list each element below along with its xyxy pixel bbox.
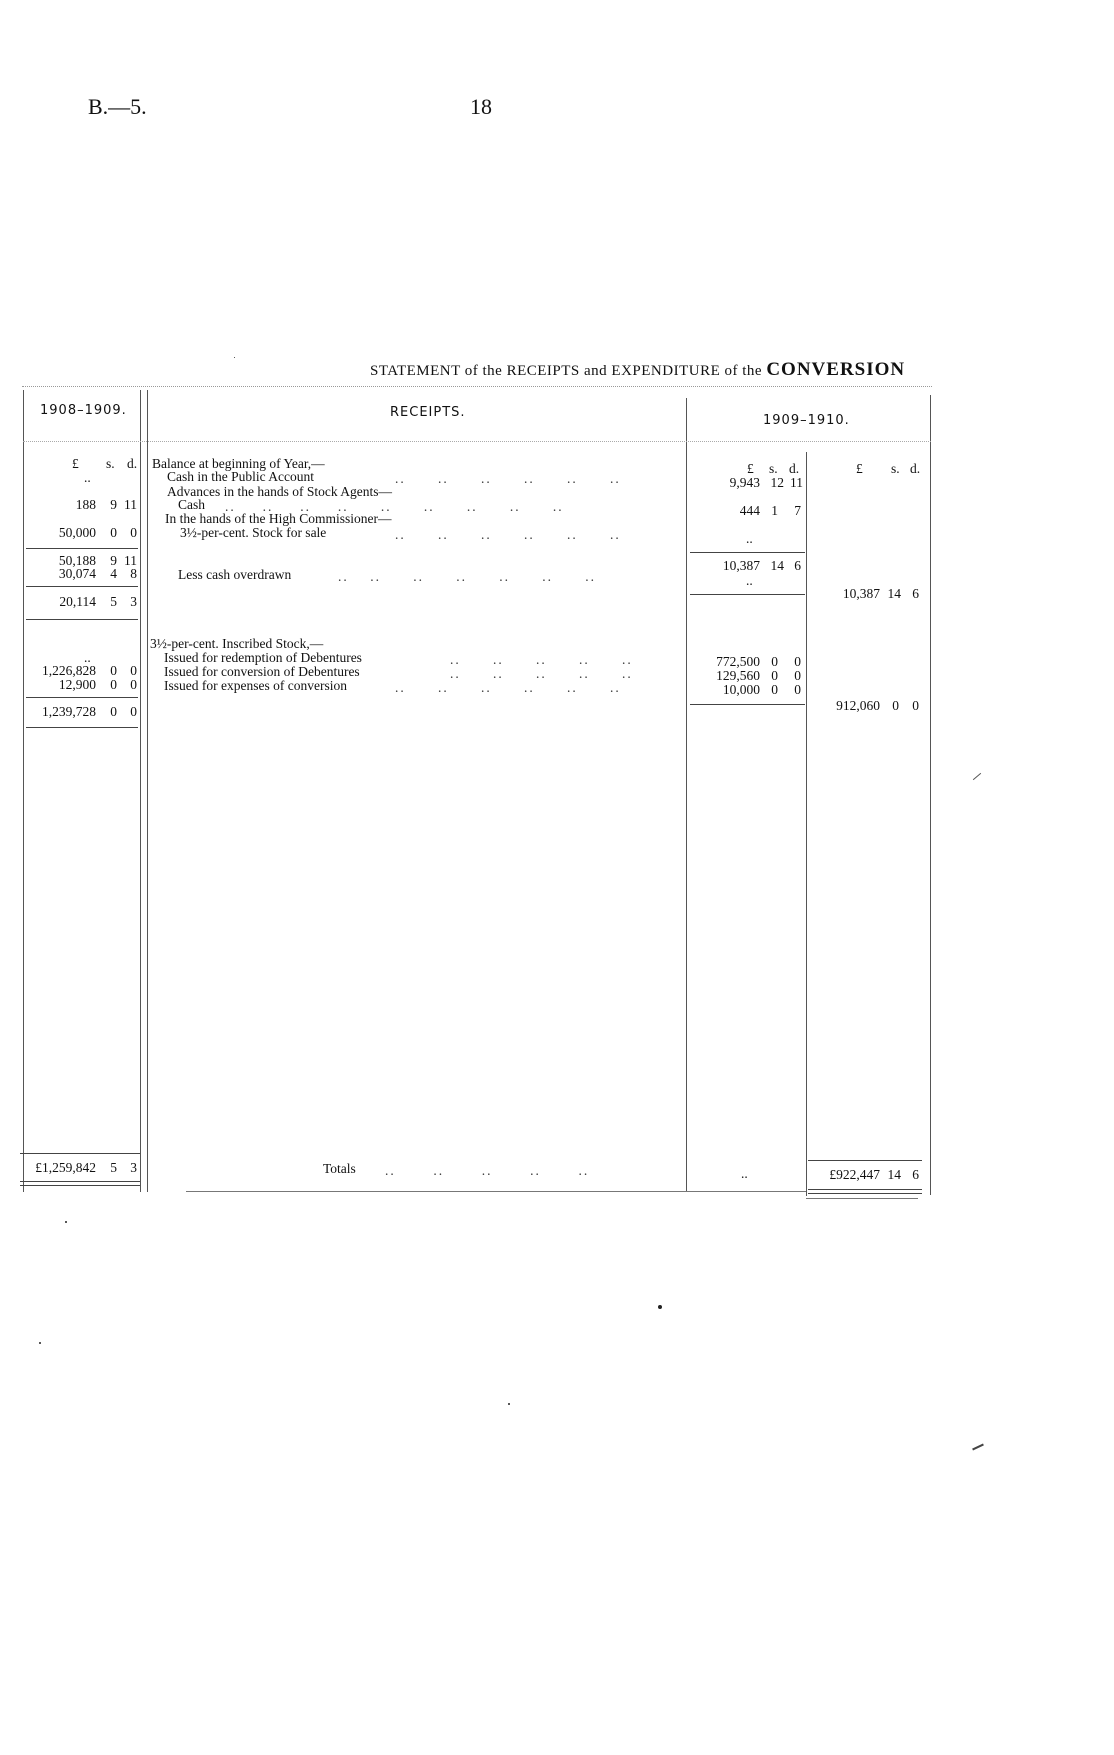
prev-dots-b: ..: [84, 650, 91, 665]
prev-redemption-d: 0: [130, 663, 137, 678]
header-receipts: RECEIPTS.: [390, 405, 466, 420]
rule: [26, 619, 138, 620]
total-balance-d: 6: [912, 586, 919, 601]
speck: [508, 1403, 510, 1405]
speck: [658, 1305, 662, 1309]
receipt-inscribed: 3½-per-cent. Inscribed Stock,—: [150, 636, 324, 651]
rule: [26, 697, 138, 698]
unit-d-prev: d.: [127, 456, 138, 471]
prev-overdrawn-pounds: 30,074: [58, 566, 96, 581]
rule: [26, 586, 138, 587]
prev-subtotal-d: 11: [124, 553, 137, 568]
prev-grand-total-pounds: £1,259,842: [35, 1160, 96, 1175]
prev-net-s: 5: [110, 594, 117, 609]
leader-dots: .. .. .. .. .. .. ..: [338, 569, 596, 584]
curr-redemption-s: 0: [771, 654, 778, 669]
receipt-less-cash: Less cash overdrawn: [178, 567, 292, 582]
rule: [20, 1153, 140, 1154]
leader-dots: .. .. .. .. ..: [450, 666, 633, 681]
unit-pound-curr: £: [747, 461, 754, 476]
page-reference: B.—5.: [88, 94, 147, 119]
col-divider-3: [686, 398, 687, 1192]
leader-dots: .. .. .. .. ..: [385, 1163, 590, 1178]
rule: [690, 552, 805, 553]
prev-subtotal-s: 9: [110, 553, 117, 568]
unit-pound-prev: £: [72, 456, 79, 471]
total-grand-total-pounds: £922,447: [829, 1167, 880, 1182]
curr-cash-pounds: 444: [739, 503, 760, 518]
curr-redemption-pounds: 772,500: [716, 654, 760, 669]
col-divider-4: [806, 452, 807, 1196]
leader-dots: .. .. .. .. .. .. .. .. ..: [225, 499, 564, 514]
prev-commissioner-s: 0: [110, 525, 117, 540]
prev-expenses-pounds: 12,900: [58, 677, 96, 692]
prev-grand-total-d: 3: [130, 1160, 137, 1175]
prev-grand-total-s: 5: [110, 1160, 117, 1175]
prev-overdrawn-d: 8: [130, 566, 137, 581]
curr-subtotal-s: 14: [770, 558, 784, 573]
rule: [26, 548, 138, 549]
unit-s-total: s.: [891, 461, 900, 476]
receipt-totals: Totals: [323, 1161, 356, 1176]
header-rule: [23, 441, 931, 442]
title-bold: CONVERSION: [766, 359, 906, 380]
prev-subtotal-pounds: 50,188: [58, 553, 96, 568]
prev-stock-total-s: 0: [110, 704, 117, 719]
prev-commissioner-d: 0: [130, 525, 137, 540]
receipt-cash-public: Cash in the Public Account: [167, 469, 314, 484]
rule: [20, 1181, 140, 1182]
margin-mark: [972, 1444, 984, 1451]
receipt-cash: Cash: [178, 497, 205, 512]
rule: [808, 1160, 922, 1161]
prev-net-pounds: 20,114: [59, 594, 96, 609]
prev-advances-pounds: 188: [75, 497, 96, 512]
total-balance-s: 14: [887, 586, 901, 601]
rule: [186, 1191, 806, 1192]
prev-net-d: 3: [130, 594, 137, 609]
curr-subtotal-pounds: 10,387: [722, 558, 760, 573]
prev-commissioner-pounds: 50,000: [58, 525, 96, 540]
speck: [65, 1221, 67, 1223]
curr-conversion-d: 0: [794, 668, 801, 683]
curr-cash-d: 7: [794, 503, 801, 518]
curr-cash-public-s: 12: [770, 475, 784, 490]
total-grand-total-s: 14: [887, 1167, 901, 1182]
rule: [20, 1185, 140, 1186]
prev-redemption-pounds: 1,226,828: [42, 663, 96, 678]
right-border: [930, 395, 931, 1195]
receipt-stock-sale: 3½-per-cent. Stock for sale: [180, 525, 327, 540]
leader-dots: .. .. .. .. .. ..: [395, 471, 621, 486]
receipt-balance-heading: Balance at beginning of Year,—: [152, 456, 325, 471]
receipt-expenses: Issued for expenses of conversion: [164, 678, 347, 693]
col-divider-1: [140, 390, 141, 1192]
rule: [808, 1193, 922, 1194]
prev-overdrawn-s: 4: [110, 566, 117, 581]
top-rule: [22, 386, 932, 387]
unit-pound-total: £: [856, 461, 863, 476]
unit-s-prev: s.: [106, 456, 115, 471]
curr-expenses-d: 0: [794, 682, 801, 697]
total-balance-pounds: 10,387: [842, 586, 880, 601]
header-curr-year: 1909–1910.: [763, 413, 850, 428]
curr-cash-s: 1: [771, 503, 778, 518]
curr-cash-public-d: 11: [790, 475, 803, 490]
prev-advances-d: 11: [124, 497, 137, 512]
statement-title: [370, 359, 905, 381]
page-number: 18: [470, 94, 492, 119]
total-stock-d: 0: [912, 698, 919, 713]
rule: [26, 727, 138, 728]
curr-expenses-s: 0: [771, 682, 778, 697]
receipt-high-commissioner: In the hands of the High Commissioner—: [165, 511, 392, 526]
prev-expenses-d: 0: [130, 677, 137, 692]
prev-expenses-s: 0: [110, 677, 117, 692]
header-prev-year: 1908–1909.: [40, 403, 127, 418]
rule: [806, 1198, 918, 1199]
leader-dots: .. .. .. .. .. ..: [395, 680, 621, 695]
rule: [808, 1189, 922, 1190]
rule: [690, 704, 805, 705]
prev-stock-total-pounds: 1,239,728: [42, 704, 96, 719]
speck: [39, 1342, 41, 1344]
unit-d-curr: d.: [789, 461, 800, 476]
title-prefix: STATEMENT of the RECEIPTS and EXPENDITURE of the: [370, 363, 763, 379]
curr-overdrawn: ..: [746, 573, 753, 588]
receipt-conversion: Issued for conversion of Debentures: [164, 664, 360, 679]
unit-d-total: d.: [910, 461, 921, 476]
total-stock-pounds: 912,060: [836, 698, 880, 713]
receipt-redemption: Issued for redemption of Debentures: [164, 650, 362, 665]
total-stock-s: 0: [892, 698, 899, 713]
curr-cash-public-pounds: 9,943: [729, 475, 760, 490]
prev-dots: ..: [84, 470, 91, 485]
curr-subtotal-d: 6: [794, 558, 801, 573]
leader-dots: .. .. .. .. ..: [450, 652, 633, 667]
prev-redemption-s: 0: [110, 663, 117, 678]
curr-conversion-pounds: 129,560: [716, 668, 760, 683]
rule: [690, 594, 805, 595]
leader-dots: .. .. .. .. .. ..: [395, 527, 621, 542]
curr-stock-sale: ..: [746, 531, 753, 546]
receipt-advances: Advances in the hands of Stock Agents—: [167, 484, 392, 499]
col-divider-2: [147, 390, 148, 1192]
curr-conversion-s: 0: [771, 668, 778, 683]
unit-s-curr: s.: [769, 461, 778, 476]
curr-totals-dots: ..: [741, 1166, 748, 1181]
margin-mark: [973, 773, 981, 780]
curr-expenses-pounds: 10,000: [722, 682, 760, 697]
speck: [234, 357, 235, 358]
prev-stock-total-d: 0: [130, 704, 137, 719]
curr-redemption-d: 0: [794, 654, 801, 669]
prev-advances-s: 9: [110, 497, 117, 512]
total-grand-total-d: 6: [912, 1167, 919, 1182]
